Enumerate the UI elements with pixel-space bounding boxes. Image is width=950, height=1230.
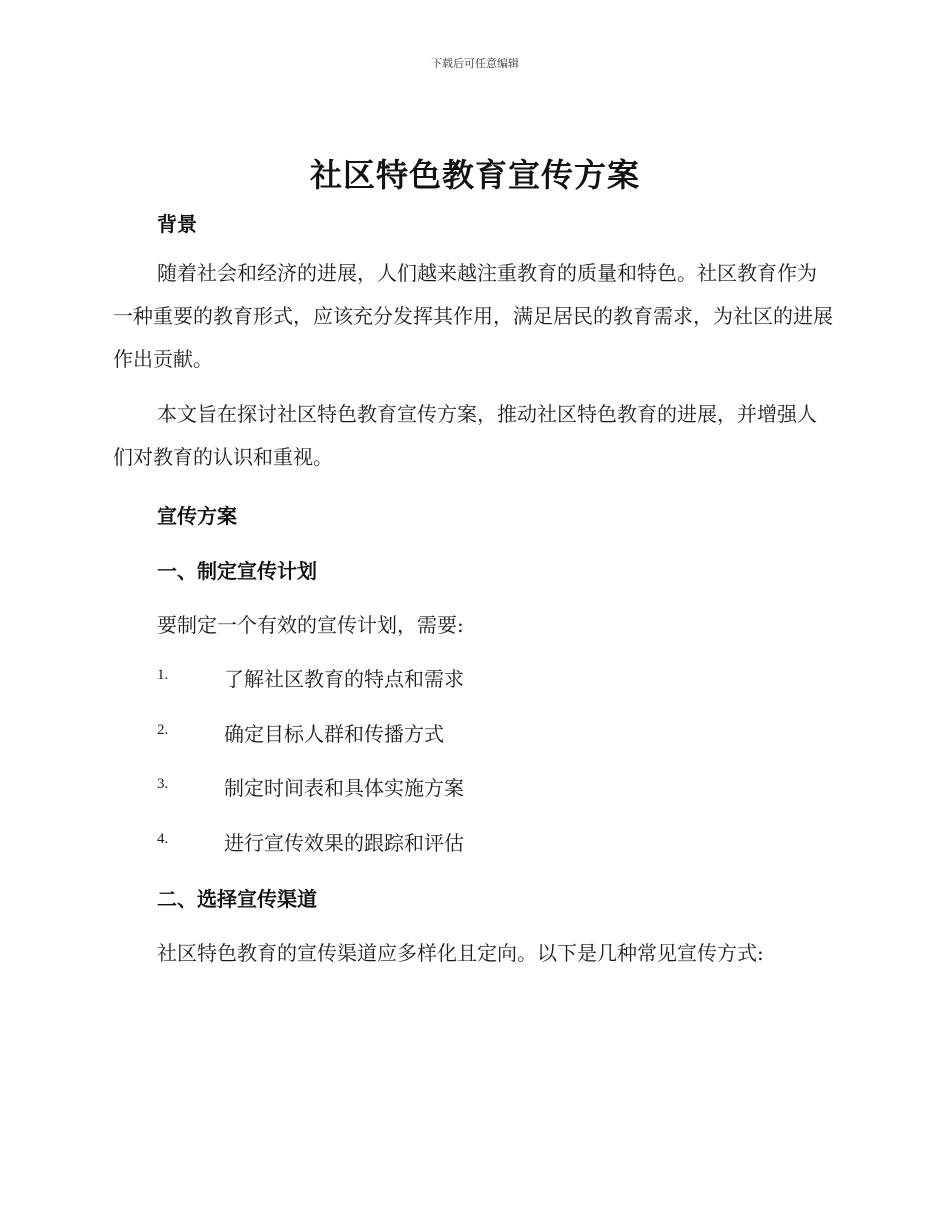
background-heading: 背景 bbox=[157, 212, 197, 236]
list-text: 制定时间表和具体实施方案 bbox=[224, 776, 464, 800]
list-text: 确定目标人群和传播方式 bbox=[224, 722, 444, 746]
list-number: 2. bbox=[157, 722, 169, 738]
list-number: 4. bbox=[157, 831, 169, 847]
step2-heading: 二、选择宣传渠道 bbox=[157, 887, 317, 911]
page-header: 下载后可任意编辑 bbox=[431, 57, 519, 70]
step2-intro: 社区特色教育的宣传渠道应多样化且定向。以下是几种常见宣传方式: bbox=[157, 941, 764, 965]
list-text: 进行宣传效果的跟踪和评估 bbox=[224, 831, 464, 855]
step1-intro: 要制定一个有效的宣传计划，需要: bbox=[157, 613, 464, 637]
background-paragraph-2: 本文旨在探讨社区特色教育宣传方案，推动社区特色教育的进展，并增强人们对教育的认识和重视。 bbox=[113, 402, 817, 469]
list-text: 了解社区教育的特点和需求 bbox=[224, 667, 464, 691]
background-paragraph-1: 随着社会和经济的进展，人们越来越注重教育的质量和特色。社区教育作为一种重要的教育形式，应该充分发挥其作用，满足居民的教育需求，为社区的进展作出贡献。 bbox=[113, 261, 833, 371]
step1-heading: 一、制定宣传计划 bbox=[157, 559, 317, 583]
list-number: 3. bbox=[157, 776, 169, 792]
plan-heading: 宣传方案 bbox=[157, 504, 237, 528]
document-title: 社区特色教育宣传方案 bbox=[309, 156, 640, 194]
list-number: 1. bbox=[157, 667, 169, 683]
